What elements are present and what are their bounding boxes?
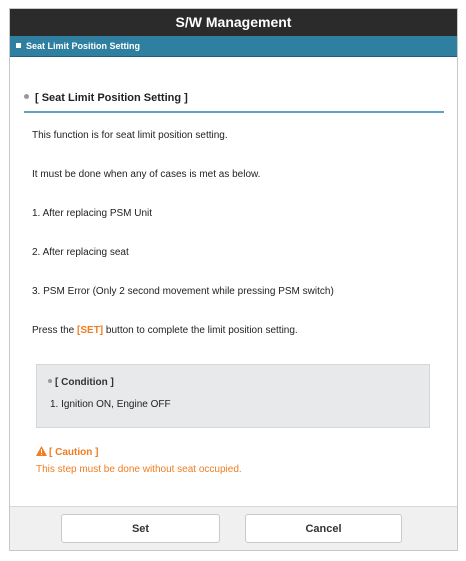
section-heading-text: [ Seat Limit Position Setting ] [35,92,188,104]
bullet-icon [24,94,29,99]
button-bar [10,506,457,550]
condition-box [36,364,430,428]
warning-triangle-icon [36,446,47,459]
window-title: S/W Management [10,9,457,36]
caution-title-text: [ Caution ] [49,447,99,458]
case-1-text: 1. After replacing PSM Unit [32,208,153,219]
caution-text: This step must be done without seat occupied. [36,464,242,475]
square-bullet-icon [16,43,21,48]
cancel-button[interactable]: Cancel [245,514,402,543]
press-text-before: Press the [32,325,78,336]
content-area [10,57,457,475]
case-2-text: 2. After replacing seat [32,247,129,258]
set-reference: [SET] [77,325,104,336]
condition-item: 1. Ignition ON, Engine OFF [50,399,171,410]
bullet-icon [48,379,52,383]
condition-title [48,377,429,388]
caution-title [36,446,457,459]
dialog-window [9,8,458,551]
must-text: It must be done when any of cases is met as below. [32,169,261,180]
caution-block [36,446,457,475]
set-button[interactable]: Set [61,514,220,543]
press-text-after: button to complete the limit position setting. [103,325,298,336]
press-set-instruction [32,325,457,336]
section-heading [24,92,444,113]
intro-text: This function is for seat limit position setting. [32,130,228,141]
condition-title-text: [ Condition ] [55,377,114,388]
section-bar-label: Seat Limit Position Setting [26,41,141,51]
section-bar [10,36,457,57]
case-3-text: 3. PSM Error (Only 2 second movement while pressing PSM switch) [32,286,334,297]
